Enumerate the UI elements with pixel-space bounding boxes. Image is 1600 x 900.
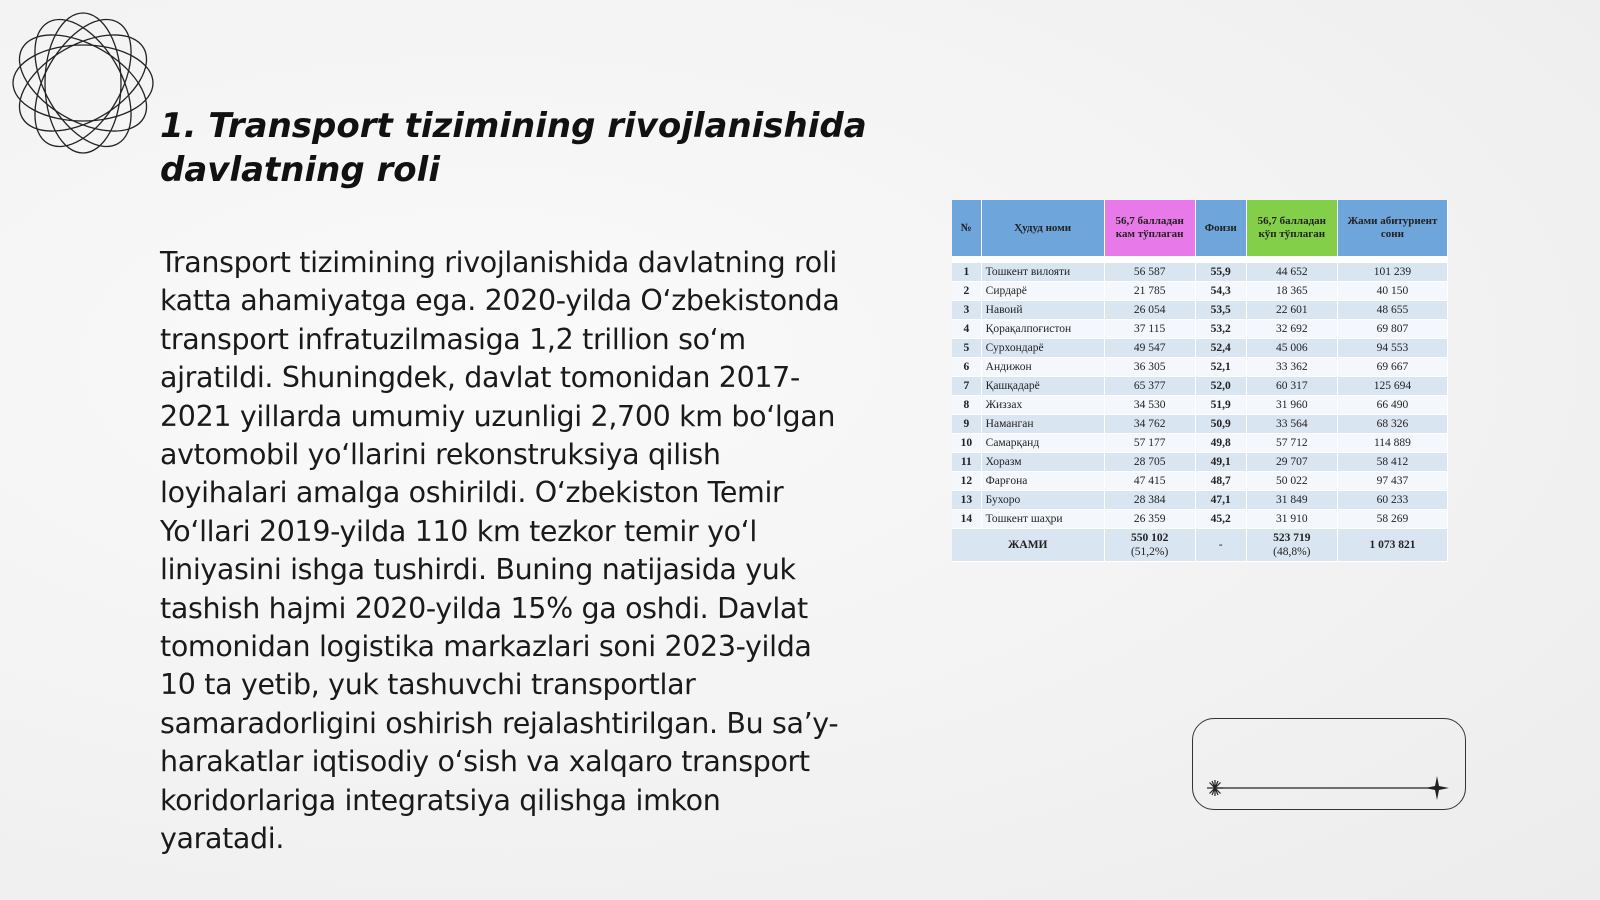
- table-total-row: [952, 529, 1448, 562]
- table-row: [952, 472, 1448, 491]
- cell-total: 125 694: [1337, 377, 1447, 396]
- cell-number: 11: [952, 453, 981, 472]
- cell-percent: 52,1: [1195, 358, 1246, 377]
- cell-percent: 52,4: [1195, 339, 1246, 358]
- table-row: [952, 415, 1448, 434]
- callout-line: [1193, 719, 1465, 809]
- total-above-pct: (48,8%): [1273, 546, 1311, 558]
- cell-number: 4: [952, 320, 981, 339]
- cell-total: 114 889: [1337, 434, 1447, 453]
- cell-above: 50 022: [1246, 472, 1337, 491]
- cell-percent: 49,1: [1195, 453, 1246, 472]
- sparkle-icon: [1207, 780, 1223, 796]
- table-row: [952, 263, 1448, 282]
- cell-percent: 49,8: [1195, 434, 1246, 453]
- cell-above: 60 317: [1246, 377, 1337, 396]
- cell-below: 34 762: [1104, 415, 1195, 434]
- cell-below: 28 384: [1104, 491, 1195, 510]
- table-row: [952, 510, 1448, 529]
- cell-total: 58 412: [1337, 453, 1447, 472]
- cell-total: 97 437: [1337, 472, 1447, 491]
- cell-region: Андижон: [981, 358, 1104, 377]
- cell-above: 44 652: [1246, 263, 1337, 282]
- cell-total: 69 807: [1337, 320, 1447, 339]
- cell-number: 10: [952, 434, 981, 453]
- table-row: [952, 377, 1448, 396]
- cell-below: 34 530: [1104, 396, 1195, 415]
- total-percent: -: [1195, 529, 1246, 562]
- table-row: [952, 434, 1448, 453]
- cell-above: 31 910: [1246, 510, 1337, 529]
- cell-above: 57 712: [1246, 434, 1337, 453]
- cell-region: Хоразм: [981, 453, 1104, 472]
- cell-total: 68 326: [1337, 415, 1447, 434]
- cell-number: 9: [952, 415, 981, 434]
- circle-ornament-icon: [8, 8, 158, 158]
- cell-above: 18 365: [1246, 282, 1337, 301]
- table-row: [952, 453, 1448, 472]
- cell-number: 13: [952, 491, 981, 510]
- total-below-value: 550 102: [1130, 532, 1169, 544]
- cell-percent: 47,1: [1195, 491, 1246, 510]
- cell-above: 31 849: [1246, 491, 1337, 510]
- total-below-pct: (51,2%): [1130, 546, 1169, 558]
- table-row: [952, 358, 1448, 377]
- cell-percent: 51,9: [1195, 396, 1246, 415]
- cell-above: 33 564: [1246, 415, 1337, 434]
- cell-number: 12: [952, 472, 981, 491]
- table-row: [952, 282, 1448, 301]
- regions-table: [952, 200, 1448, 562]
- cell-number: 14: [952, 510, 981, 529]
- cell-total: 94 553: [1337, 339, 1447, 358]
- cell-below: 28 705: [1104, 453, 1195, 472]
- cell-percent: 52,0: [1195, 377, 1246, 396]
- total-sum: 1 073 821: [1337, 529, 1447, 562]
- table-row: [952, 301, 1448, 320]
- slide-body-text: Transport tizimining rivojlanishida davlatning roli katta ahamiyatga ega. 2020-yilda O‘zbekistonda transport infratuzilmasiga 1,2 trillion so‘m ajratildi. Shuningdek, davlat tomonidan 2017-2021 yillarda umumiy uzunligi 2,700 km bo‘lgan avtomobil yo‘llarini rekonstruksiya qilish loyihalari amalga oshirildi. O‘zbekiston Temir Yo‘llari 2019-yilda 110 km tezkor temir yo‘l liniyasini ishga tushirdi. Buning natijasida yuk tashish hajmi 2020-yilda 15% ga oshdi. Davlat tomonidan logistika markazlari soni 2023-yilda 10 ta yetib, yuk tashuvchi transportlar samaradorligini oshirish rejalashtirilgan. Bu sa’y-harakatlar iqtisodiy o‘sish va xalqaro transport koridorlariga integratsiya qilishga imkon yaratadi.: [160, 246, 840, 856]
- cell-above: 45 006: [1246, 339, 1337, 358]
- col-header-region: Ҳудуд номи: [981, 200, 1104, 256]
- cell-percent: 50,9: [1195, 415, 1246, 434]
- cell-below: 49 547: [1104, 339, 1195, 358]
- cell-number: 1: [952, 263, 981, 282]
- cell-above: 29 707: [1246, 453, 1337, 472]
- cell-number: 7: [952, 377, 981, 396]
- cell-below: 47 415: [1104, 472, 1195, 491]
- table-row: [952, 491, 1448, 510]
- cell-region: Қорақалпоғистон: [981, 320, 1104, 339]
- cell-region: Сурхондарё: [981, 339, 1104, 358]
- cell-total: 101 239: [1337, 263, 1447, 282]
- cell-above: 32 692: [1246, 320, 1337, 339]
- cell-below: 57 177: [1104, 434, 1195, 453]
- total-below: [1104, 529, 1195, 562]
- total-above: [1246, 529, 1337, 562]
- table-row: [952, 320, 1448, 339]
- col-header-above: 56,7 балладан кўп тўплаган: [1246, 200, 1337, 256]
- cell-region: Жиззах: [981, 396, 1104, 415]
- total-label: ЖАМИ: [952, 529, 1104, 562]
- cell-number: 2: [952, 282, 981, 301]
- col-header-below: 56,7 балладан кам тўплаган: [1104, 200, 1195, 256]
- cell-above: 31 960: [1246, 396, 1337, 415]
- cell-below: 36 305: [1104, 358, 1195, 377]
- cell-total: 40 150: [1337, 282, 1447, 301]
- col-header-percent: Фоизи: [1195, 200, 1246, 256]
- cell-below: 21 785: [1104, 282, 1195, 301]
- cell-percent: 45,2: [1195, 510, 1246, 529]
- cell-below: 26 359: [1104, 510, 1195, 529]
- cell-total: 69 667: [1337, 358, 1447, 377]
- cell-number: 6: [952, 358, 981, 377]
- cell-percent: 55,9: [1195, 263, 1246, 282]
- col-header-number: №: [952, 200, 981, 256]
- cell-region: Тошкент вилояти: [981, 263, 1104, 282]
- slide-title: 1. Transport tizimining rivojlanishida davlatning roli: [160, 106, 867, 190]
- cell-number: 8: [952, 396, 981, 415]
- cell-region: Қашқадарё: [981, 377, 1104, 396]
- total-above-value: 523 719: [1273, 532, 1311, 544]
- cell-percent: 53,5: [1195, 301, 1246, 320]
- col-header-total: Жами абитуриент сони: [1337, 200, 1447, 256]
- cell-below: 37 115: [1104, 320, 1195, 339]
- cell-above: 22 601: [1246, 301, 1337, 320]
- cell-region: Наманган: [981, 415, 1104, 434]
- cell-total: 60 233: [1337, 491, 1447, 510]
- cell-percent: 48,7: [1195, 472, 1246, 491]
- cell-region: Навоий: [981, 301, 1104, 320]
- star-icon: [1425, 776, 1449, 800]
- cell-region: Бухоро: [981, 491, 1104, 510]
- cell-region: Самарқанд: [981, 434, 1104, 453]
- cell-region: Фарғона: [981, 472, 1104, 491]
- cell-below: 26 054: [1104, 301, 1195, 320]
- table-row: [952, 396, 1448, 415]
- cell-total: 66 490: [1337, 396, 1447, 415]
- table-row: [952, 339, 1448, 358]
- callout-box: [1192, 718, 1466, 810]
- cell-number: 5: [952, 339, 981, 358]
- cell-above: 33 362: [1246, 358, 1337, 377]
- cell-region: Сирдарё: [981, 282, 1104, 301]
- cell-total: 48 655: [1337, 301, 1447, 320]
- cell-number: 3: [952, 301, 981, 320]
- cell-below: 56 587: [1104, 263, 1195, 282]
- cell-total: 58 269: [1337, 510, 1447, 529]
- cell-percent: 54,3: [1195, 282, 1246, 301]
- cell-percent: 53,2: [1195, 320, 1246, 339]
- cell-below: 65 377: [1104, 377, 1195, 396]
- table-header-row: [952, 200, 1448, 256]
- cell-region: Тошкент шаҳри: [981, 510, 1104, 529]
